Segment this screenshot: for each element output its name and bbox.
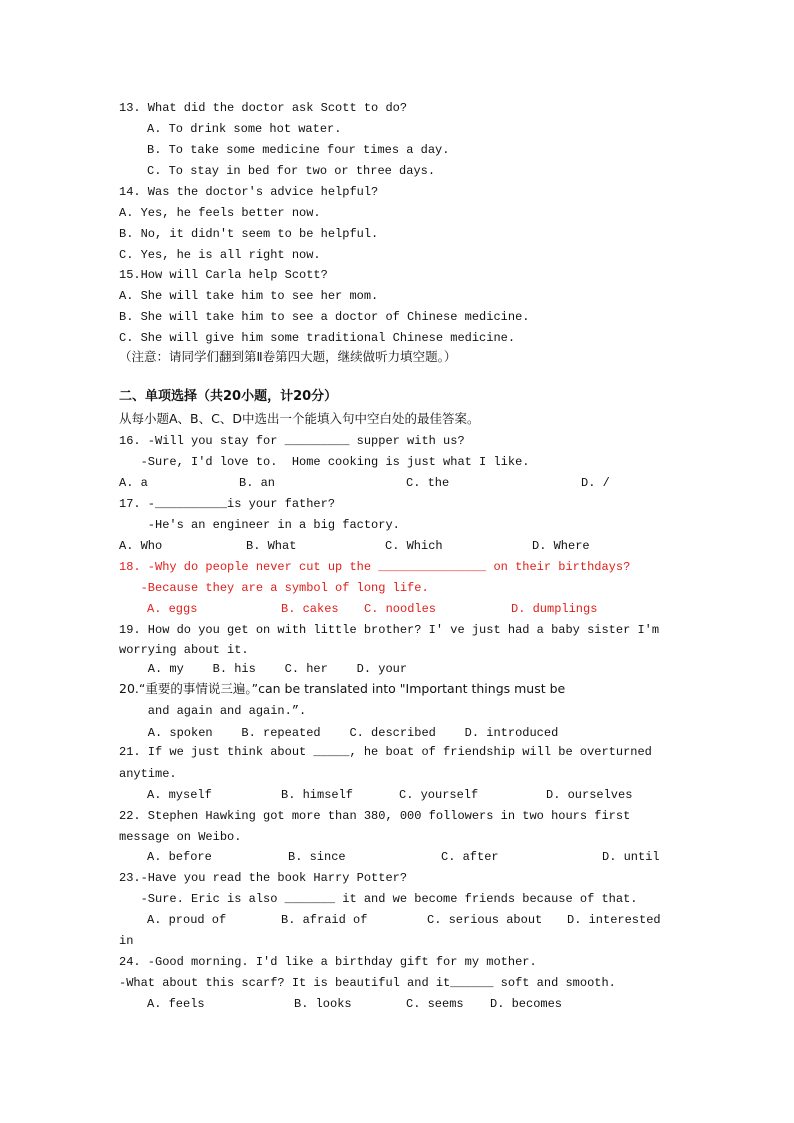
question-23-option-b: B. afraid of <box>281 913 368 927</box>
question-18-option-b: B. cakes <box>281 602 339 616</box>
question-14-option-c: C. Yes, he is all right now. <box>119 248 321 262</box>
question-16-option-d: D. / <box>581 476 610 490</box>
question-17-option-d: D. Where <box>532 539 590 553</box>
question-21-line-1: 21. If we just think about _____, he boat of friendship will be overturned <box>119 745 652 759</box>
question-22-line-1: 22. Stephen Hawking got more than 380, 000 followers in two hours first <box>119 809 631 823</box>
question-24-line-2: -What about this scarf? It is beautiful and it______ soft and smooth. <box>119 976 616 990</box>
question-15-option-a: A. She will take him to see her mom. <box>119 289 379 303</box>
question-18-option-d: D. dumplings <box>511 602 598 616</box>
question-13-option-a: A. To drink some hot water. <box>147 122 342 136</box>
question-16-option-c: C. the <box>406 476 450 490</box>
question-14-stem: 14. Was the doctor's advice helpful? <box>119 185 379 199</box>
question-19-line-1: 19. How do you get on with little brother? I' ve just had a baby sister I'm <box>119 623 660 637</box>
question-16-line-2: -Sure, I'd love to. Home cooking is just what I like. <box>119 455 530 469</box>
question-17-option-a: A. Who <box>119 539 163 553</box>
question-23-option-d: D. interested <box>567 913 661 927</box>
question-23-line-2: -Sure. Eric is also _______ it and we become friends because of that. <box>119 892 638 906</box>
question-22-option-a: A. before <box>147 850 212 864</box>
question-17-option-b: B. What <box>246 539 297 553</box>
question-23-option-a: A. proud of <box>147 913 227 927</box>
question-20-line-2: and again and again.”. <box>119 704 307 718</box>
question-22-option-c: C. after <box>441 850 499 864</box>
question-24-option-c: C. seems <box>406 997 464 1011</box>
question-16-line-1: 16. -Will you stay for _________ supper with us? <box>119 434 465 448</box>
question-20-line-1: 20.“重要的事情说三遍。”can be translated into "Important things must be <box>119 681 566 696</box>
question-23-option-c: C. serious about <box>427 913 543 927</box>
question-18-line-1: 18. -Why do people never cut up the _______________ on their birthdays? <box>119 560 631 574</box>
question-15-option-b: B. She will take him to see a doctor of Chinese medicine. <box>119 310 530 324</box>
question-24-option-b: B. looks <box>294 997 352 1011</box>
question-18-option-a: A. eggs <box>147 602 198 616</box>
question-22-line-2: message on Weibo. <box>119 830 242 844</box>
question-21-option-c: C. yourself <box>399 788 479 802</box>
question-21-line-2: anytime. <box>119 767 177 781</box>
question-13-option-c: C. To stay in bed for two or three days. <box>147 164 436 178</box>
question-19-options: A. my B. his C. her D. your <box>119 662 408 676</box>
question-14-option-b: B. No, it didn't seem to be helpful. <box>119 227 379 241</box>
question-16-option-a: A. a <box>119 476 148 490</box>
question-24-line-1: 24. -Good morning. I'd like a birthday gift for my mother. <box>119 955 537 969</box>
question-22-option-b: B. since <box>288 850 346 864</box>
question-18-option-c: C. noodles <box>364 602 437 616</box>
question-23-line-4: in <box>119 934 134 948</box>
question-20-options: A. spoken B. repeated C. described D. introduced <box>119 726 559 740</box>
question-13-option-b: B. To take some medicine four times a day. <box>147 143 450 157</box>
question-23-line-1: 23.-Have you read the book Harry Potter? <box>119 871 408 885</box>
question-16-option-b: B. an <box>239 476 276 490</box>
question-17-option-c: C. Which <box>385 539 443 553</box>
question-18-line-2: -Because they are a symbol of long life. <box>119 581 429 595</box>
section-2-heading: 二、单项选择（共20小题，计20分） <box>119 389 338 404</box>
question-21-option-d: D. ourselves <box>546 788 633 802</box>
question-21-option-b: B. himself <box>281 788 354 802</box>
question-24-option-a: A. feels <box>147 997 205 1011</box>
question-13-stem: 13. What did the doctor ask Scott to do? <box>119 101 408 115</box>
section-2-instruction: 从每小题A、B、C、D中选出一个能填入句中空白处的最佳答案。 <box>119 411 480 426</box>
question-17-line-1: 17. -__________is your father? <box>119 497 336 511</box>
question-22-option-d: D. until <box>602 850 660 864</box>
question-15-option-c: C. She will give him some traditional Chinese medicine. <box>119 331 516 345</box>
question-15-stem: 15.How will Carla help Scott? <box>119 268 328 282</box>
question-19-line-2: worrying about it. <box>119 643 249 657</box>
listening-note: （注意：请同学们翻到第Ⅱ卷第四大题，继续做听力填空题。） <box>119 349 457 364</box>
question-21-option-a: A. myself <box>147 788 212 802</box>
question-24-option-d: D. becomes <box>490 997 563 1011</box>
question-14-option-a: A. Yes, he feels better now. <box>119 206 321 220</box>
question-17-line-2: -He's an engineer in a big factory. <box>119 518 400 532</box>
